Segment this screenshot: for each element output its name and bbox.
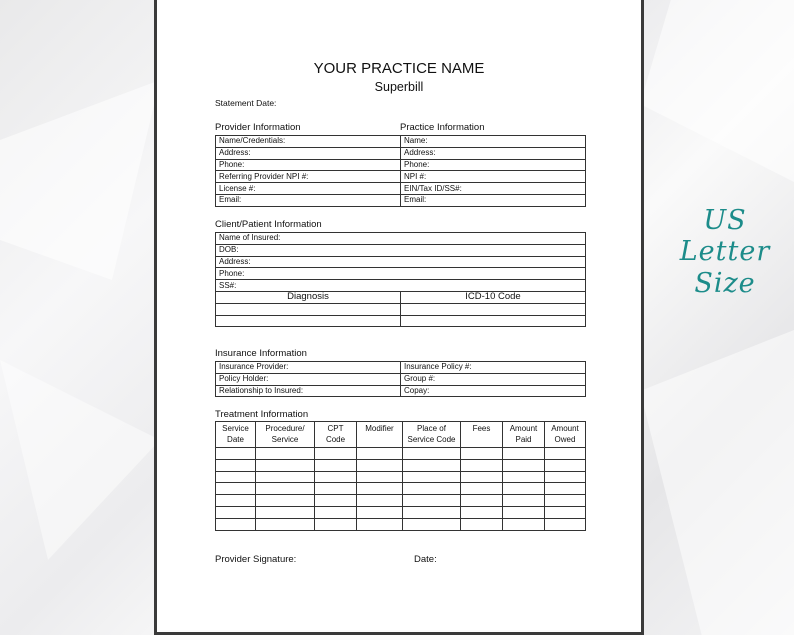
client-field[interactable]: Name of Insured: [216, 233, 586, 245]
table-row [216, 362, 586, 374]
column-header-line: Service [222, 424, 249, 433]
treatment-cell[interactable] [216, 448, 256, 460]
table-row [216, 268, 586, 280]
client-field[interactable]: Address: [216, 256, 586, 268]
insurance-field[interactable]: Insurance Provider: [216, 362, 401, 374]
treatment-row [216, 483, 586, 495]
provider-field[interactable]: Email: [216, 194, 401, 206]
provider-info-heading: Provider Information [215, 122, 301, 133]
insurance-field[interactable]: Group #: [401, 373, 586, 385]
provider-field[interactable]: Address: [216, 147, 401, 159]
treatment-cell[interactable] [545, 495, 586, 507]
practice-field[interactable]: Phone: [401, 159, 586, 171]
diagnosis-cell[interactable] [216, 303, 401, 315]
treatment-cell[interactable] [315, 471, 357, 483]
treatment-column-header [216, 422, 256, 448]
provider-signature-label: Provider Signature: [215, 554, 297, 565]
treatment-cell[interactable] [216, 506, 256, 518]
table-row [216, 183, 586, 195]
treatment-cell[interactable] [503, 495, 545, 507]
insurance-info-table [215, 361, 586, 397]
treatment-cell[interactable] [315, 518, 357, 530]
practice-field[interactable]: Address: [401, 147, 586, 159]
treatment-row [216, 495, 586, 507]
treatment-cell[interactable] [256, 448, 315, 460]
treatment-cell[interactable] [403, 518, 461, 530]
treatment-cell[interactable] [503, 518, 545, 530]
treatment-cell[interactable] [461, 459, 503, 471]
column-header-line: Amount [509, 424, 538, 433]
table-row [216, 147, 586, 159]
provider-field[interactable]: Referring Provider NPI #: [216, 171, 401, 183]
table-row [216, 373, 586, 385]
column-header-line: Service Code [407, 435, 456, 444]
practice-name-title: YOUR PRACTICE NAME [313, 60, 485, 77]
treatment-cell[interactable] [357, 471, 403, 483]
treatment-cell[interactable] [503, 448, 545, 460]
treatment-column-header [545, 422, 586, 448]
treatment-cell[interactable] [357, 518, 403, 530]
treatment-cell[interactable] [216, 459, 256, 471]
practice-field[interactable]: Email: [401, 194, 586, 206]
treatment-cell[interactable] [256, 459, 315, 471]
background-facet [0, 360, 160, 560]
treatment-cell[interactable] [461, 448, 503, 460]
treatment-cell[interactable] [461, 518, 503, 530]
practice-field[interactable]: NPI #: [401, 171, 586, 183]
treatment-cell[interactable] [216, 483, 256, 495]
treatment-cell[interactable] [545, 448, 586, 460]
treatment-cell[interactable] [315, 483, 357, 495]
provider-practice-table [215, 135, 586, 207]
table-row [216, 194, 586, 206]
client-field[interactable]: Phone: [216, 268, 586, 280]
column-header-line: Fees [472, 424, 491, 433]
treatment-column-header [503, 422, 545, 448]
treatment-cell[interactable] [357, 459, 403, 471]
column-header-line: CPT [327, 424, 344, 433]
treatment-cell[interactable] [315, 459, 357, 471]
treatment-row [216, 518, 586, 530]
treatment-cell[interactable] [545, 518, 586, 530]
treatment-cell[interactable] [503, 471, 545, 483]
treatment-cell[interactable] [315, 506, 357, 518]
insurance-field[interactable]: Policy Holder: [216, 373, 401, 385]
us-letter-label: US Letter [679, 205, 771, 267]
treatment-table [215, 421, 586, 531]
document-subtitle: Superbill [374, 80, 424, 94]
provider-field[interactable]: Phone: [216, 159, 401, 171]
provider-field[interactable]: Name/Credentials: [216, 136, 401, 148]
superbill-page [157, 0, 641, 632]
practice-field[interactable]: EIN/Tax ID/SS#: [401, 183, 586, 195]
signature-date-label: Date: [414, 554, 437, 565]
treatment-cell[interactable] [403, 448, 461, 460]
treatment-cell[interactable] [216, 495, 256, 507]
treatment-cell[interactable] [403, 483, 461, 495]
insurance-field[interactable]: Relationship to Insured: [216, 385, 401, 397]
treatment-row [216, 459, 586, 471]
column-header-line: Modifier [365, 424, 394, 433]
insurance-info-heading: Insurance Information [215, 348, 307, 359]
table-row [216, 280, 586, 292]
treatment-cell[interactable] [216, 518, 256, 530]
column-header-line: Procedure/ [265, 424, 305, 433]
treatment-header-row [216, 422, 586, 448]
treatment-cell[interactable] [256, 506, 315, 518]
table-row [216, 244, 586, 256]
column-header-line: Place of [417, 424, 446, 433]
treatment-cell[interactable] [403, 459, 461, 471]
treatment-cell[interactable] [357, 506, 403, 518]
size-label: Size [694, 268, 756, 299]
practice-field[interactable]: Name: [401, 136, 586, 148]
client-info-table [215, 232, 586, 327]
treatment-column-header [256, 422, 315, 448]
icd10-cell[interactable] [401, 315, 586, 327]
treatment-row [216, 471, 586, 483]
provider-field[interactable]: License #: [216, 183, 401, 195]
practice-info-heading: Practice Information [400, 122, 485, 133]
client-info-heading: Client/Patient Information [215, 219, 322, 230]
treatment-row [216, 506, 586, 518]
table-row [216, 256, 586, 268]
treatment-cell[interactable] [216, 471, 256, 483]
treatment-cell[interactable] [315, 448, 357, 460]
treatment-cell[interactable] [545, 506, 586, 518]
table-row [216, 159, 586, 171]
treatment-cell[interactable] [357, 495, 403, 507]
treatment-cell[interactable] [256, 483, 315, 495]
treatment-cell[interactable] [503, 506, 545, 518]
background-facet [0, 80, 160, 280]
statement-date-label: Statement Date: [215, 98, 277, 108]
treatment-column-header [357, 422, 403, 448]
treatment-cell[interactable] [403, 471, 461, 483]
column-header-line: Owed [554, 435, 576, 444]
column-header-line: Paid [515, 435, 532, 444]
treatment-column-header [315, 422, 357, 448]
treatment-cell[interactable] [256, 471, 315, 483]
table-row [216, 136, 586, 148]
treatment-cell[interactable] [256, 518, 315, 530]
treatment-cell[interactable] [461, 483, 503, 495]
table-row [216, 171, 586, 183]
table-row [216, 385, 586, 397]
treatment-cell[interactable] [461, 471, 503, 483]
treatment-cell[interactable] [256, 495, 315, 507]
treatment-cell[interactable] [357, 448, 403, 460]
treatment-row [216, 448, 586, 460]
client-field[interactable]: DOB: [216, 244, 586, 256]
table-row [216, 233, 586, 245]
treatment-cell[interactable] [403, 495, 461, 507]
treatment-cell[interactable] [545, 459, 586, 471]
treatment-cell[interactable] [357, 483, 403, 495]
column-header-line: Service [271, 435, 299, 444]
treatment-cell[interactable] [403, 506, 461, 518]
treatment-column-header [461, 422, 503, 448]
treatment-cell[interactable] [315, 495, 357, 507]
treatment-column-header [403, 422, 461, 448]
treatment-cell[interactable] [461, 495, 503, 507]
column-header-line: Amount [551, 424, 579, 433]
column-header-line: Code [325, 435, 346, 444]
diagnosis-cell[interactable] [216, 315, 401, 327]
background-facet [640, 330, 794, 635]
treatment-cell[interactable] [545, 471, 586, 483]
column-header-line: Date [227, 435, 244, 444]
insurance-field[interactable]: Copay: [401, 385, 586, 397]
treatment-info-heading: Treatment Information [215, 409, 309, 420]
client-field[interactable]: SS#: [216, 280, 586, 292]
treatment-cell[interactable] [545, 483, 586, 495]
treatment-cell[interactable] [503, 483, 545, 495]
treatment-cell[interactable] [461, 506, 503, 518]
icd10-cell[interactable] [401, 303, 586, 315]
treatment-cell[interactable] [503, 459, 545, 471]
diagnosis-header: Diagnosis [216, 291, 401, 303]
icd10-header: ICD-10 Code [401, 291, 586, 303]
insurance-field[interactable]: Insurance Policy #: [401, 362, 586, 374]
